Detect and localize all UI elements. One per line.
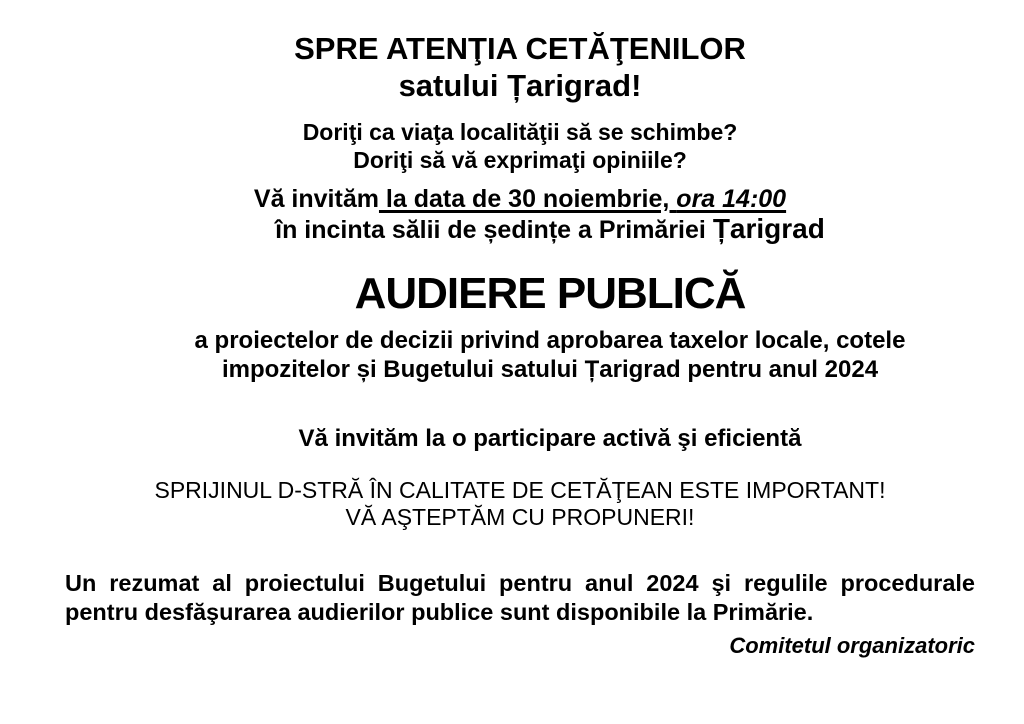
hearing-title: AUDIERE PUBLICĂ [354, 269, 746, 318]
subject-line-1: a proiectelor de decizii privind aprobarea taxelor locale, cotele [194, 327, 906, 354]
question-line-1: Doriţi ca viaţa localităţii să se schimbe? [302, 119, 738, 145]
summary-line-2: pentru desfăşurarea audierilor publice sunt disponibile la Primărie. [65, 599, 814, 625]
participation-line: Vă invităm la o participare activă şi eficientă [298, 425, 802, 452]
hearing-subject [65, 326, 975, 384]
title-line-2: satului Țarigrad! [398, 68, 642, 103]
page-title [65, 30, 975, 104]
title-line-1: SPRE ATENŢIA CETĂŢENILOR [294, 31, 746, 66]
support-line-1: SPRIJINUL D-STRĂ ÎN CALITATE DE CETĂŢEAN ESTE IMPORTANT! [154, 477, 886, 503]
subject-line-2: impozitelor și Bugetului satului Țarigrad pentru anul 2024 [221, 356, 879, 383]
invitation-date: la data de 30 noiembrie, [378, 185, 677, 213]
invitation-prefix: Vă invităm [253, 185, 379, 213]
footer-summary [65, 569, 975, 627]
invitation-venue-line [65, 215, 975, 246]
invitation-time: ora 14:00 [676, 185, 787, 213]
invitation-block [65, 184, 975, 246]
venue-location: Țarigrad [712, 213, 825, 244]
support-block [65, 477, 975, 531]
signature: Comitetul organizatoric [729, 633, 975, 658]
question-line-2: Doriţi să vă exprimaţi opiniile? [353, 147, 687, 173]
questions-block [65, 118, 975, 174]
invitation-datetime-line [65, 184, 975, 215]
support-line-2: VĂ AŞTEPTĂM CU PROPUNERI! [345, 504, 695, 530]
summary-line-1: Un rezumat al proiectului Bugetului pentru anul 2024 şi regulile procedurale [65, 570, 975, 596]
venue-text: în incinta sălii de ședințe a Primăriei [275, 216, 713, 244]
